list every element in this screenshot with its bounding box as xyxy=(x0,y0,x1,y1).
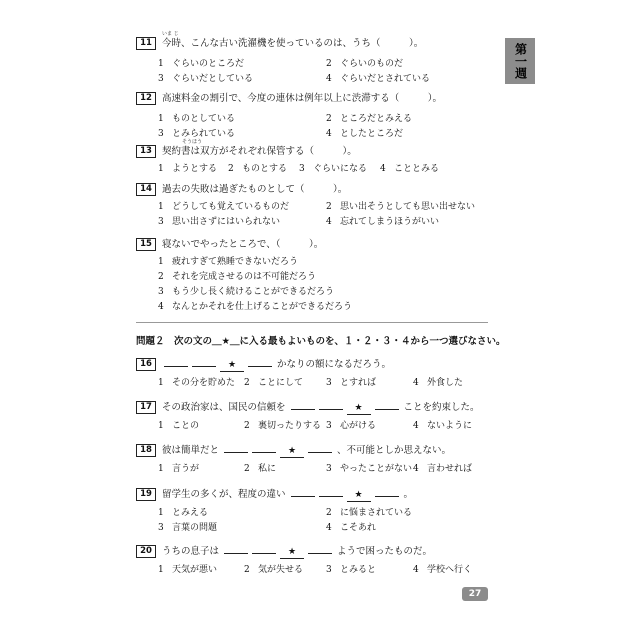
answer-option[interactable] xyxy=(158,58,244,70)
answer-option[interactable] xyxy=(244,420,321,432)
option-number: 1 xyxy=(158,257,164,267)
option-text: とみられている xyxy=(172,129,236,139)
option-number: 4 xyxy=(158,302,164,312)
question-stem xyxy=(136,145,357,158)
question-text: 、不可能としか思えない。 xyxy=(334,445,452,456)
answer-option[interactable] xyxy=(413,377,463,389)
option-number: 4 xyxy=(413,421,419,431)
answer-option[interactable] xyxy=(158,256,298,268)
option-text: 言わせれば xyxy=(427,464,473,474)
answer-option[interactable] xyxy=(158,113,235,125)
answer-blank xyxy=(291,487,315,497)
answer-option[interactable] xyxy=(158,163,217,175)
answer-option[interactable] xyxy=(244,377,303,389)
option-number: 3 xyxy=(326,565,332,575)
option-text: ないように xyxy=(427,421,473,431)
option-text: 私に xyxy=(258,464,277,474)
option-number: 2 xyxy=(244,464,250,474)
page-number: 27 xyxy=(462,587,488,601)
answer-blank xyxy=(308,443,332,453)
option-text: としたところだ xyxy=(340,129,404,139)
option-text: 天気が悪い xyxy=(172,565,218,575)
question-text: かなりの額になるだろう。 xyxy=(274,359,392,370)
option-number: 3 xyxy=(158,523,164,533)
answer-option[interactable] xyxy=(413,420,472,432)
question-stem xyxy=(136,357,391,372)
option-number: 1 xyxy=(158,59,164,69)
option-text: やったことがない xyxy=(340,464,413,474)
option-text: こそあれ xyxy=(340,523,377,533)
answer-option[interactable] xyxy=(158,73,253,85)
option-text: とみえる xyxy=(172,508,209,518)
answer-option[interactable] xyxy=(326,113,412,125)
answer-blank xyxy=(224,544,248,554)
question-text: 寝ないでやったところで、（ ）。 xyxy=(162,239,324,250)
option-text: 言葉の問題 xyxy=(172,523,218,533)
question-text: ことを約束した。 xyxy=(400,402,480,413)
option-number: 4 xyxy=(413,565,419,575)
question-text: 契約書は双方がそれぞれ保管する（ ）。 xyxy=(162,146,357,157)
option-number: 1 xyxy=(158,565,164,575)
option-number: 2 xyxy=(244,421,250,431)
answer-option[interactable] xyxy=(158,463,199,475)
option-text: ぐらいだとしている xyxy=(172,74,254,84)
option-text: 外食した xyxy=(427,378,464,388)
question-stem xyxy=(136,238,323,251)
option-text: ものとしている xyxy=(172,114,236,124)
option-number: 4 xyxy=(326,74,332,84)
question-number: 11 xyxy=(136,37,156,50)
furigana: いま じ xyxy=(162,31,179,37)
question-text: 高速料金の割引で、今度の連休は例年以上に渋滞する（ ）。 xyxy=(162,93,443,104)
question-number: 15 xyxy=(136,238,156,251)
option-number: 2 xyxy=(326,59,332,69)
option-number: 1 xyxy=(158,202,164,212)
answer-option[interactable] xyxy=(158,286,334,298)
option-number: 1 xyxy=(158,464,164,474)
option-text: とすれば xyxy=(340,378,377,388)
option-number: 3 xyxy=(326,421,332,431)
option-text: 心がける xyxy=(340,421,377,431)
option-text: なんとかそれを仕上げることができるだろう xyxy=(172,302,353,312)
option-number: 2 xyxy=(326,202,332,212)
option-number: 4 xyxy=(413,464,419,474)
option-text: ぐらいになる xyxy=(313,164,368,174)
answer-blank xyxy=(252,443,276,453)
question-text: うちの息子は xyxy=(162,546,223,557)
option-number: 2 xyxy=(326,508,332,518)
question-number: 18 xyxy=(136,444,156,457)
question-text: 留学生の多くが、程度の違い xyxy=(162,489,289,500)
option-number: 1 xyxy=(158,114,164,124)
option-number: 4 xyxy=(413,378,419,388)
question-stem xyxy=(136,487,413,502)
option-text: 思い出そうとしても思い出せない xyxy=(340,202,476,212)
option-text: ぐらいだとされている xyxy=(340,74,431,84)
question-number: 20 xyxy=(136,545,156,558)
answer-option[interactable] xyxy=(380,163,439,175)
answer-option[interactable] xyxy=(158,271,316,283)
question-number: 14 xyxy=(136,183,156,196)
question-stem xyxy=(136,183,347,196)
answer-option[interactable] xyxy=(326,128,403,140)
question-text: ようで困ったものだ。 xyxy=(334,546,433,557)
answer-option[interactable] xyxy=(326,377,376,389)
answer-option[interactable] xyxy=(413,564,472,576)
question-number: 17 xyxy=(136,401,156,414)
option-text: ところだとみえる xyxy=(340,114,413,124)
answer-option[interactable] xyxy=(158,216,280,228)
option-text: どうしても覚えているものだ xyxy=(172,202,290,212)
option-number: 3 xyxy=(326,464,332,474)
option-number: 4 xyxy=(326,129,332,139)
answer-blank xyxy=(252,544,276,554)
option-text: こととみる xyxy=(394,164,440,174)
star-blank: ★ xyxy=(280,446,304,458)
option-text: ものとする xyxy=(242,164,288,174)
answer-blank xyxy=(291,400,315,410)
star-blank: ★ xyxy=(347,490,371,502)
option-text: 裏切ったりする xyxy=(258,421,322,431)
answer-blank xyxy=(319,400,343,410)
option-text: に悩まされている xyxy=(340,508,413,518)
option-number: 3 xyxy=(299,164,305,174)
answer-option[interactable] xyxy=(299,163,367,175)
question-stem xyxy=(136,544,432,559)
answer-option[interactable] xyxy=(326,201,475,213)
answer-option[interactable] xyxy=(326,507,412,519)
star-blank: ★ xyxy=(280,547,304,559)
option-number: 3 xyxy=(158,287,164,297)
option-text: もう少し長く続けることができるだろう xyxy=(172,287,335,297)
section-tab: 第一週 xyxy=(505,38,535,84)
section-divider xyxy=(136,322,488,323)
option-text: 忘れてしまうほうがいい xyxy=(340,217,440,227)
answer-option[interactable] xyxy=(158,420,199,432)
option-text: 疲れすぎて熟睡できないだろう xyxy=(172,257,299,267)
question-stem xyxy=(136,92,442,105)
answer-blank xyxy=(224,443,248,453)
option-number: 4 xyxy=(326,523,332,533)
option-text: とみると xyxy=(340,565,377,575)
question-text: 。 xyxy=(400,489,414,500)
option-number: 3 xyxy=(158,217,164,227)
question-number: 16 xyxy=(136,358,156,371)
option-number: 2 xyxy=(244,565,250,575)
answer-option[interactable] xyxy=(158,507,208,519)
option-text: ことにして xyxy=(258,378,304,388)
question-number: 13 xyxy=(136,145,156,158)
question-text: 彼は簡単だと xyxy=(162,445,223,456)
question-text: その政治家は、国民の信頼を xyxy=(162,402,289,413)
option-text: 気が失せる xyxy=(258,565,304,575)
option-text: 学校へ行く xyxy=(427,565,473,575)
option-text: ぐらいのところだ xyxy=(172,59,245,69)
option-number: 3 xyxy=(158,129,164,139)
answer-blank xyxy=(375,400,399,410)
answer-option[interactable] xyxy=(158,301,352,313)
option-text: ようとする xyxy=(172,164,218,174)
option-number: 3 xyxy=(158,74,164,84)
part2-heading: 問題２ 次の文の＿★＿に入る最もよいものを、１・２・３・４から一つ選びなさい。 xyxy=(136,336,506,347)
answer-option[interactable] xyxy=(326,73,430,85)
answer-blank xyxy=(308,544,332,554)
option-number: 1 xyxy=(158,164,164,174)
question-stem xyxy=(136,443,451,458)
option-number: 2 xyxy=(228,164,234,174)
answer-option[interactable] xyxy=(326,58,403,70)
question-stem xyxy=(136,400,480,415)
answer-option[interactable] xyxy=(413,463,472,475)
option-number: 2 xyxy=(158,272,164,282)
option-number: 4 xyxy=(326,217,332,227)
answer-option[interactable] xyxy=(244,463,276,475)
answer-option[interactable] xyxy=(158,201,289,213)
option-number: 1 xyxy=(158,421,164,431)
option-text: ぐらいのものだ xyxy=(340,59,404,69)
option-number: 4 xyxy=(380,164,386,174)
option-text: 思い出さずにはいられない xyxy=(172,217,281,227)
option-number: 1 xyxy=(158,508,164,518)
question-text: 過去の失敗は過ぎたものとして（ ）。 xyxy=(162,184,348,195)
answer-option[interactable] xyxy=(158,522,217,534)
option-number: 2 xyxy=(244,378,250,388)
answer-option[interactable] xyxy=(158,564,217,576)
option-text: それを完成させるのは不可能だろう xyxy=(172,272,317,282)
answer-option[interactable] xyxy=(326,216,439,228)
question-text: 今時、こんな古い洗濯機を使っているのは、うち（ ）。 xyxy=(162,38,424,49)
answer-option[interactable] xyxy=(244,564,303,576)
option-text: 言うが xyxy=(172,464,200,474)
question-stem xyxy=(136,37,423,50)
answer-option[interactable] xyxy=(326,564,376,576)
star-blank: ★ xyxy=(220,360,244,372)
option-number: 3 xyxy=(326,378,332,388)
answer-option[interactable] xyxy=(326,522,376,534)
answer-option[interactable] xyxy=(326,463,412,475)
answer-blank xyxy=(164,357,188,367)
answer-option[interactable] xyxy=(158,377,235,389)
answer-option[interactable] xyxy=(326,420,376,432)
star-blank: ★ xyxy=(347,403,371,415)
option-text: その分を貯めた xyxy=(172,378,236,388)
answer-option[interactable] xyxy=(228,163,287,175)
answer-blank xyxy=(375,487,399,497)
answer-blank xyxy=(248,357,272,367)
furigana: そうほう xyxy=(182,139,203,145)
answer-blank xyxy=(319,487,343,497)
question-number: 12 xyxy=(136,92,156,105)
question-number: 19 xyxy=(136,488,156,501)
option-number: 2 xyxy=(326,114,332,124)
option-number: 1 xyxy=(158,378,164,388)
answer-blank xyxy=(192,357,216,367)
option-text: ことの xyxy=(172,421,200,431)
